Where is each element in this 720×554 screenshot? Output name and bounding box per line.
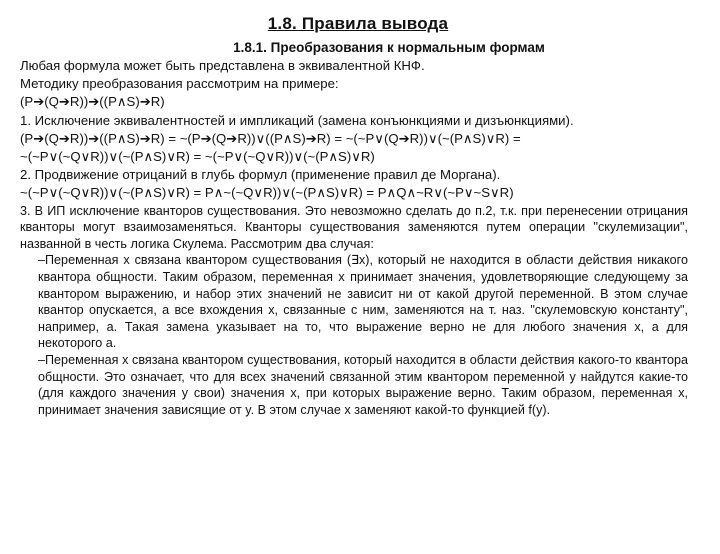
step-1-text: 1. Исключение эквивалентностей и импликаций (замена конъюнкциями и дизъюнкциями). [20,112,574,128]
intro-line-2: Методику преобразования рассмотрим на примере: [20,76,339,92]
page-title: 1.8. Правила вывода [267,14,449,33]
intro-line-1: Любая формула может быть представлена в эквивалентной КНФ. [20,58,425,73]
case-1-text: –Переменная x связана квантором существования (∃x), который не находится в области действия никакого квантора общности. Таким образом, переменная x принимает значения, удовлетворяющие следующему за квантором выражению, и набор этих значений не зависит ни от какой другой переменной. В этом случае квантор опускается, а все вхождения x, связанные с ним, заменяются на т. наз. "скулемовскую константу", например, a. Такая замена указывает на то, что выражение верно не для любого значения x, а для некоторого a. [38,253,688,351]
step-1-formula-a: (P➔(Q➔R))➔((P∧S)➔R) = ~(P➔(Q➔R))∨((P∧S)➔R) = ~(~P∨(Q➔R))∨(~(P∧S)∨R) = [20,130,521,146]
example-formula: (P➔(Q➔R))➔((P∧S)➔R) [20,94,165,110]
case-2-text: –Переменная x связана квантором существования, который находится в области действия какого-то квантора общности. Это означает, что для всех значений связанной этим квантором переменной y найдутся какие-то (для каждого значения y свои) значения x, при которых выражение верно. Таким образом, переменная x, принимает значения зависящие от y. В этом случае x заменяют какой-то функцией f(y). [38,352,688,417]
step-1-formula-b: ~(~P∨(~Q∨R))∨(~(P∧S)∨R) = ~(~P∨(~Q∨R))∨(~(P∧S)∨R) [20,149,375,165]
section-subtitle: 1.8.1. Преобразования к нормальным формам [233,40,545,55]
step-2-text: 2. Продвижение отрицаний в глубь формул (применение правил де Моргана). [20,167,501,183]
step-2-formula: ~(~P∨(~Q∨R))∨(~(P∧S)∨R) = P∧~(~Q∨R))∨(~(P∧S)∨R) = P∧Q∧~R∨(~P∨~S∨R) [20,185,514,201]
step-3-text: 3. В ИП исключение кванторов существования. Это невозможно сделать до п.2, т.к. при перенесении отрицания кванторы могут взаимозаменяться. Кванторы существования заменяются путем операции "скулемизации", названной в честь логика Скулема. Рассмотрим два случая: [20,203,688,251]
slide [0,14,720,554]
